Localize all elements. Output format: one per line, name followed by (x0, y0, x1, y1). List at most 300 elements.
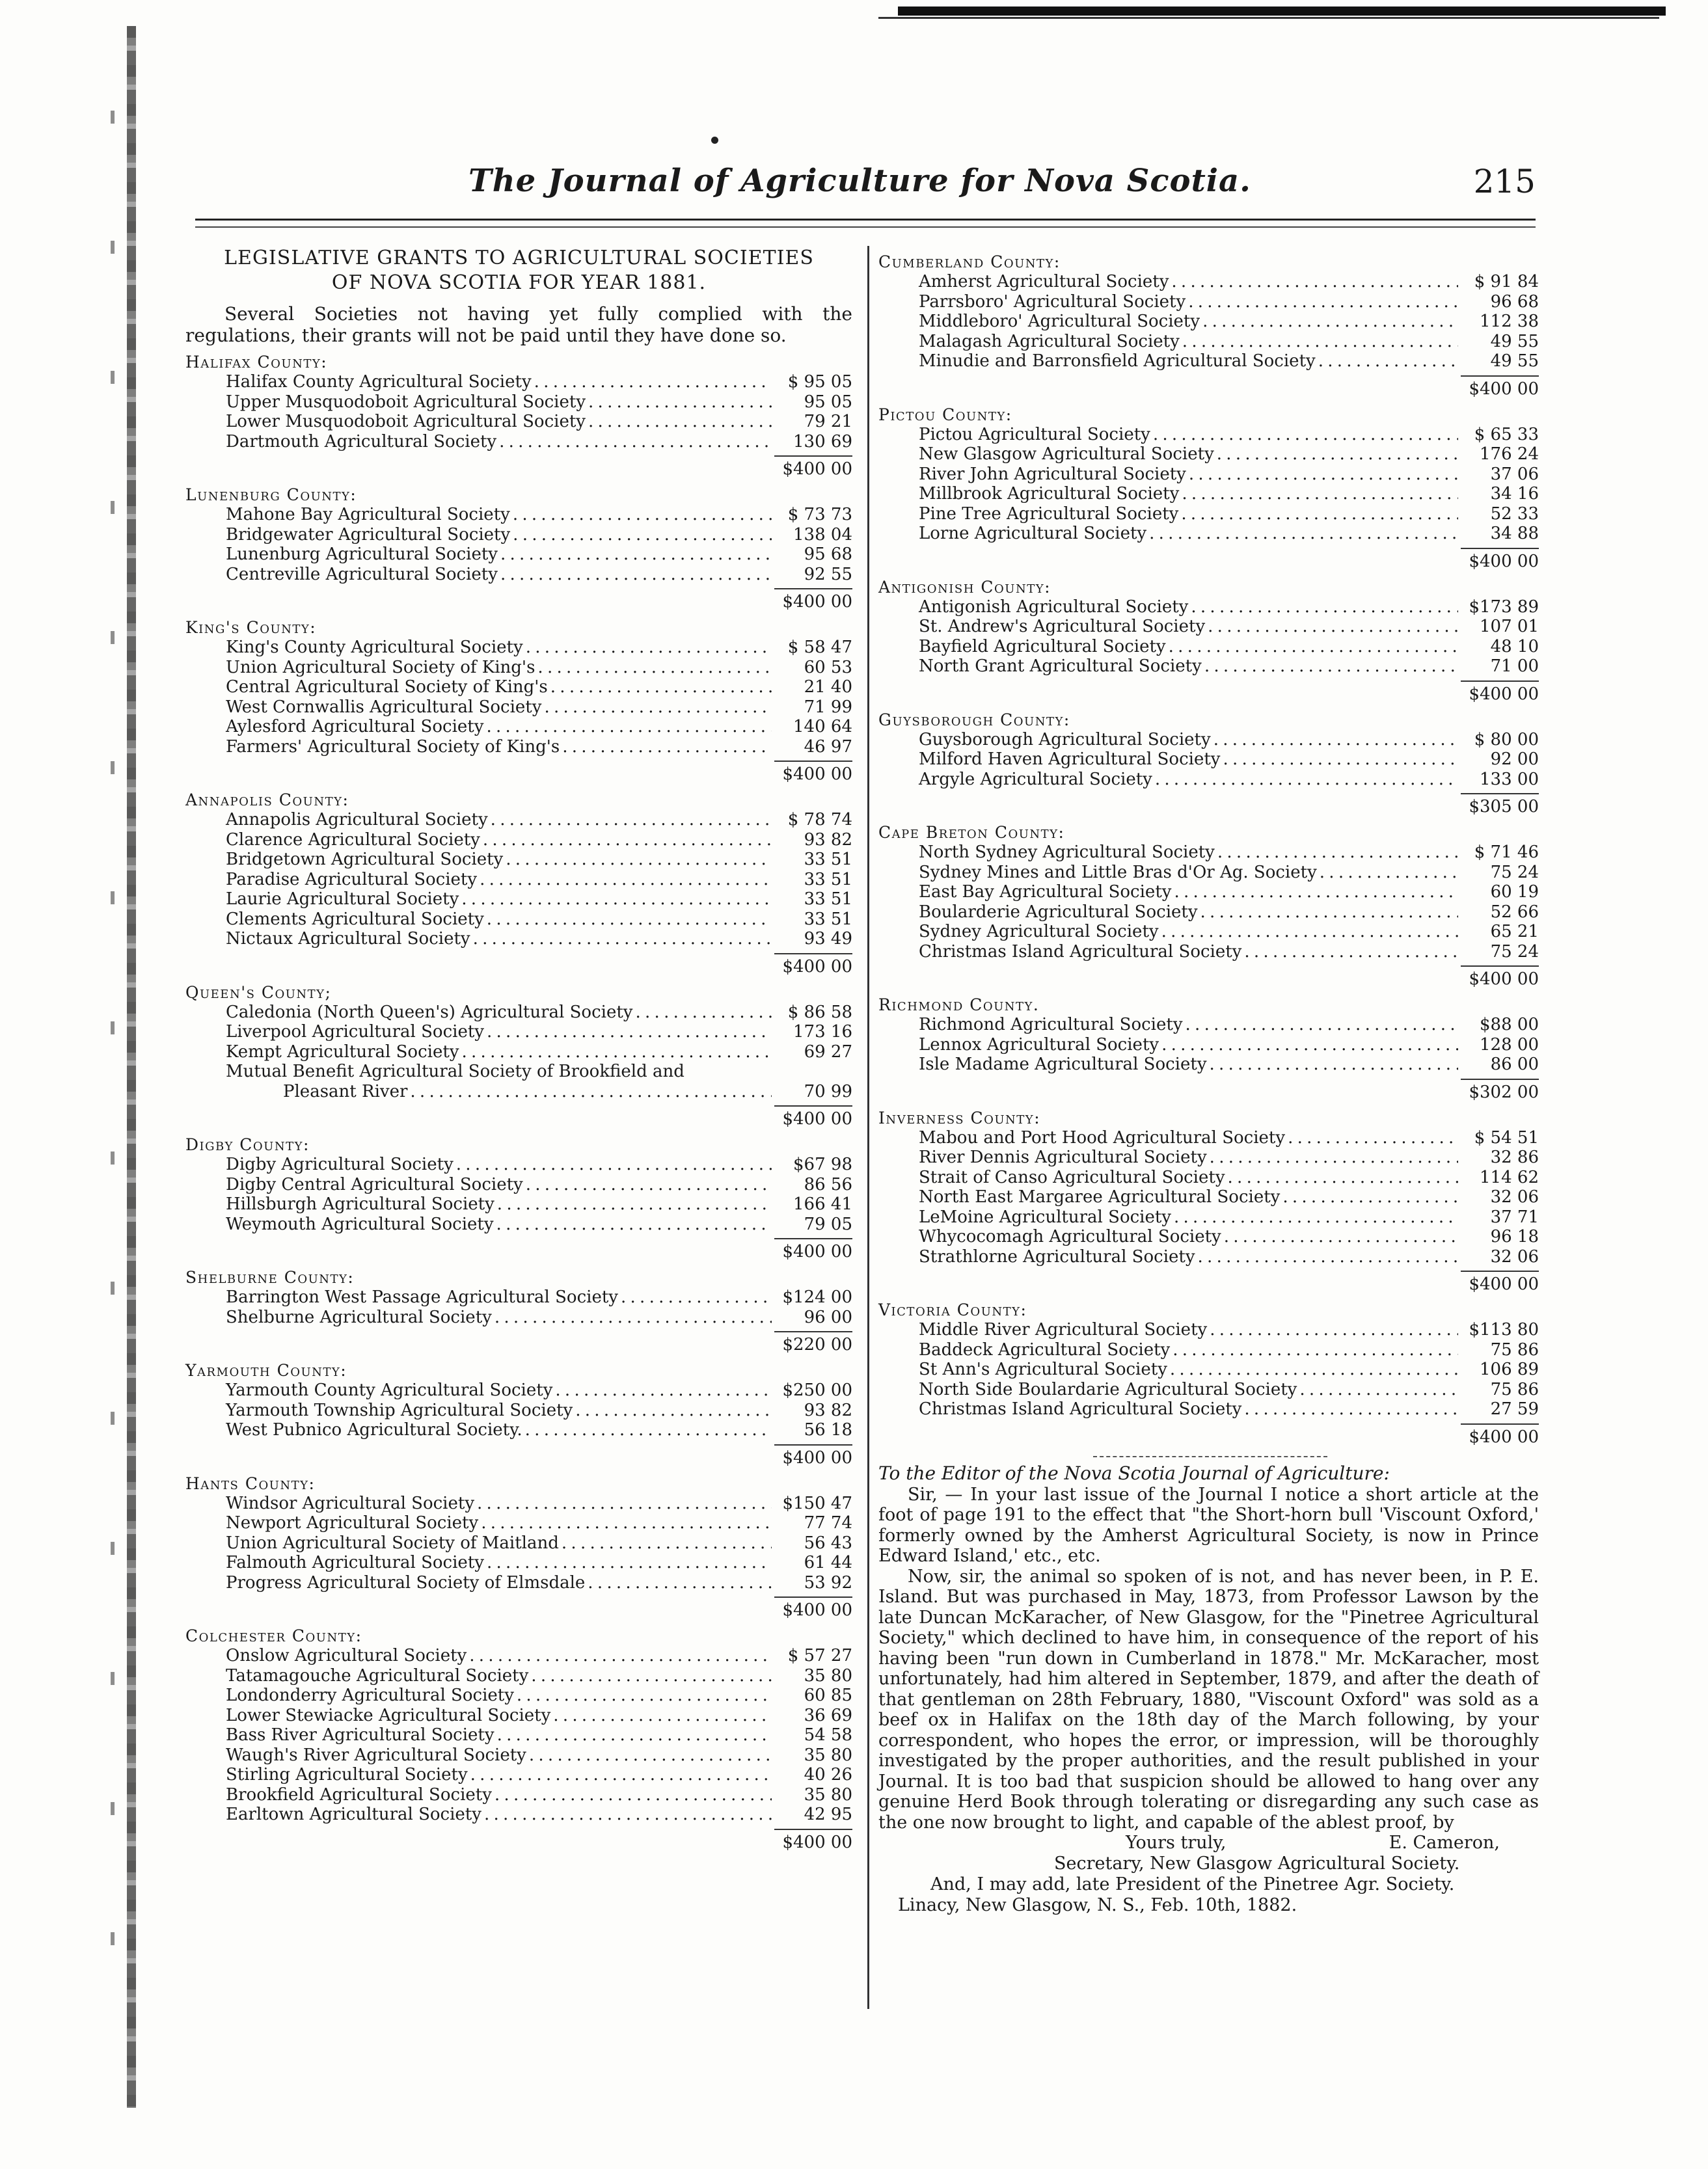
society-name: Onslow Agricultural Society (226, 1646, 467, 1665)
society-row (185, 850, 852, 870)
society-name: LeMoine Agricultural Society (919, 1207, 1171, 1227)
leader-dots (1224, 1227, 1458, 1247)
county-total: $400 00 (1461, 1423, 1539, 1447)
grant-amount: 37 06 (1490, 464, 1539, 484)
society-row (878, 504, 1539, 524)
society-row (878, 842, 1539, 863)
leader-dots (473, 929, 772, 949)
grant-amount: 37 71 (1490, 1207, 1539, 1227)
grant-amount: 173 16 (793, 1022, 852, 1042)
grant-amount: 176 24 (1480, 444, 1539, 464)
society-row (878, 425, 1539, 445)
county-heading: Cumberland County: (878, 252, 1061, 271)
society-name: King's County Agricultural Society (226, 638, 523, 657)
grant-amount: 86 00 (1490, 1055, 1539, 1074)
leader-dots (588, 412, 772, 432)
leader-dots (525, 1420, 772, 1440)
society-row (185, 1686, 852, 1706)
society-name: Digby Central Agricultural Society (226, 1174, 523, 1194)
leader-dots (1188, 292, 1458, 312)
grant-amount: 34 88 (1490, 524, 1539, 543)
society-row (185, 1022, 852, 1042)
leader-dots (1244, 1399, 1458, 1420)
society-row (878, 444, 1539, 465)
society-name: Guysborough Agricultural Society (919, 729, 1211, 749)
society-row (878, 1015, 1539, 1035)
grant-amount: 40 26 (804, 1765, 852, 1785)
society-row (185, 1381, 852, 1401)
society-name: Isle Madame Agricultural Society (919, 1055, 1207, 1074)
society-name: Clarence Agricultural Society (226, 829, 480, 850)
society-name: Christmas Island Agricultural Society (919, 941, 1242, 962)
leader-dots (1204, 656, 1458, 677)
society-name: Upper Musquodoboit Agricultural Society (226, 392, 586, 412)
county-heading: Queen's County; (185, 982, 332, 1002)
leader-dots (1217, 842, 1458, 863)
society-row (185, 1785, 852, 1805)
society-row (185, 717, 852, 737)
society-row (878, 351, 1539, 371)
county-heading: Victoria County: (878, 1300, 1027, 1319)
society-row (185, 412, 852, 432)
society-name: Minudie and Barronsfield Agricultural Society (919, 351, 1316, 371)
society-name: Paradise Agricultural Society (226, 869, 478, 889)
signer-name: E. Cameron, (1389, 1833, 1500, 1853)
county-heading: Lunenburg County: (185, 485, 357, 504)
society-row (878, 770, 1539, 790)
society-row (878, 1320, 1539, 1340)
page-number: 215 (1473, 163, 1536, 200)
leader-dots (486, 717, 772, 737)
grant-amount: $ 65 33 (1474, 424, 1539, 444)
society-row (878, 1340, 1539, 1360)
grant-amount: 60 85 (804, 1686, 852, 1705)
society-row (878, 882, 1539, 902)
county-total: $400 00 (774, 1238, 852, 1261)
leader-dots (562, 737, 772, 757)
left-column (185, 246, 852, 1852)
article-title-line2: OF NOVA SCOTIA FOR YEAR 1881. (331, 271, 707, 294)
society-name: Falmouth Agricultural Society (226, 1553, 484, 1572)
county-heading: Pictou County: (878, 405, 1012, 424)
right-column (878, 246, 1539, 1916)
leader-dots (588, 392, 772, 412)
grant-amount: $88 00 (1480, 1015, 1539, 1034)
society-name: Lennox Agricultural Society (919, 1034, 1159, 1055)
grant-amount: 75 24 (1490, 941, 1539, 962)
society-name: Bass River Agricultural Society (226, 1725, 495, 1745)
society-row (185, 1745, 852, 1766)
grant-amount: 60 53 (804, 657, 852, 677)
society-row (185, 432, 852, 452)
society-name: Pine Tree Agricultural Society (919, 504, 1179, 524)
society-name: Mutual Benefit Agricultural Society of Brookfield and (226, 1062, 685, 1081)
society-row (185, 372, 852, 392)
grant-amount: 77 74 (804, 1513, 852, 1533)
county-total: $400 00 (774, 953, 852, 977)
grant-amount: 53 92 (804, 1572, 852, 1593)
leader-dots (526, 638, 772, 658)
society-row (878, 749, 1539, 770)
leader-dots (636, 1003, 772, 1023)
county-total-row (878, 548, 1539, 571)
leader-dots (1161, 1035, 1458, 1055)
grant-amount: 93 49 (804, 929, 852, 949)
leader-dots (1155, 770, 1458, 790)
grant-amount: 32 06 (1490, 1246, 1539, 1267)
leader-dots (456, 1155, 772, 1175)
society-row (185, 1553, 852, 1573)
society-row (185, 1765, 852, 1785)
grant-amount: 93 82 (804, 829, 852, 850)
leader-dots (1186, 1015, 1458, 1035)
leader-dots (1208, 617, 1458, 637)
society-name: Halifax County Agricultural Society (226, 372, 532, 392)
county-total-row (185, 1596, 852, 1620)
grant-amount: 71 00 (1490, 656, 1539, 676)
grant-amount: 49 55 (1490, 351, 1539, 371)
county-total: $400 00 (1461, 965, 1539, 989)
grant-amount: 46 97 (804, 736, 852, 757)
article-title-line1: LEGISLATIVE GRANTS TO AGRICULTURAL SOCIETIES (224, 247, 814, 269)
leader-dots (1169, 637, 1458, 657)
article-title (185, 246, 852, 295)
leader-dots (483, 830, 772, 850)
society-name: Laurie Agricultural Society (226, 889, 459, 909)
society-row (878, 863, 1539, 883)
society-name: Milford Haven Agricultural Society (919, 749, 1221, 769)
society-row (185, 1533, 852, 1554)
grant-amount: $113 80 (1469, 1320, 1539, 1340)
page-header (195, 163, 1549, 208)
county-total: $305 00 (1461, 793, 1539, 816)
county-list-right (878, 252, 1539, 1447)
grant-amount: $ 58 47 (787, 638, 852, 657)
county-heading: Halifax County: (185, 353, 328, 371)
county-total-row (185, 1829, 852, 1852)
county-total: $400 00 (774, 1596, 852, 1620)
society-row (878, 1055, 1539, 1075)
society-name: Malagash Agricultural Society (919, 331, 1180, 351)
grant-amount: 130 69 (793, 431, 852, 451)
leader-dots (1161, 922, 1458, 942)
county-total: $220 00 (774, 1331, 852, 1354)
county-heading: Shelburne County: (185, 1268, 355, 1287)
society-name: Yarmouth Township Agricultural Society (226, 1400, 573, 1420)
society-name: Boularderie Agricultural Society (919, 902, 1198, 922)
society-name: St Ann's Agricultural Society (919, 1360, 1167, 1379)
society-name: North East Margaree Agricultural Society (919, 1187, 1281, 1207)
closing-text: Yours truly, (1126, 1833, 1227, 1853)
society-name: Lorne Agricultural Society (919, 524, 1147, 543)
leader-dots (1318, 351, 1458, 371)
postscript: And, I may add, late President of the Pinetree Agr. Society. (930, 1874, 1455, 1894)
grant-amount: 71 99 (804, 697, 852, 717)
society-name: Farmers' Agricultural Society of King's (226, 736, 560, 757)
society-row (185, 1666, 852, 1686)
society-name: Windsor Agricultural Society (226, 1493, 475, 1513)
society-name: St. Andrew's Agricultural Society (919, 617, 1206, 636)
society-row (185, 1513, 852, 1533)
society-name: Sydney Mines and Little Bras d'Or Ag. Society (919, 862, 1317, 882)
grant-amount: 54 58 (804, 1725, 852, 1745)
letter-to-editor (878, 1462, 1539, 1917)
scan-binding-edge (127, 26, 136, 2108)
letter-heading: To the Editor of the Nova Scotia Journal of Agriculture: (878, 1462, 1390, 1484)
leader-dots (1228, 1168, 1458, 1188)
leader-dots (487, 1022, 772, 1042)
society-row (185, 1194, 852, 1215)
society-row (185, 505, 852, 525)
society-name: Middle River Agricultural Society (919, 1320, 1208, 1340)
leader-dots (470, 1765, 772, 1785)
society-name: Amherst Agricultural Society (919, 272, 1169, 291)
grant-amount: $250 00 (782, 1381, 852, 1400)
scan-binding-shadow (111, 52, 115, 2004)
grant-amount: 33 51 (804, 869, 852, 889)
leader-dots (513, 505, 772, 525)
county-heading: Digby County: (185, 1135, 310, 1154)
society-name: Stirling Agricultural Society (226, 1765, 468, 1785)
society-row (185, 697, 852, 718)
county-total-row (878, 1079, 1539, 1102)
grant-amount: 95 05 (804, 392, 852, 412)
society-row (185, 1308, 852, 1328)
society-row (878, 1207, 1539, 1228)
society-row (878, 465, 1539, 485)
county-heading: Annapolis County: (185, 790, 349, 809)
society-name: Tatamagouche Agricultural Society (226, 1665, 529, 1686)
society-name: Strathlorne Agricultural Society (919, 1246, 1195, 1267)
column-divider (867, 246, 869, 2009)
society-name: East Bay Agricultural Society (919, 882, 1172, 902)
leader-dots (477, 1494, 772, 1514)
county-total: $400 00 (774, 455, 852, 479)
leader-dots (1191, 597, 1458, 617)
society-row (185, 1573, 852, 1593)
grant-amount: $ 95 05 (787, 372, 852, 392)
grant-amount: $ 54 51 (1474, 1127, 1539, 1148)
society-row (185, 545, 852, 565)
society-row (185, 929, 852, 949)
leader-dots (1170, 1360, 1458, 1380)
grant-amount: $ 71 46 (1474, 842, 1539, 862)
leader-dots (1198, 1247, 1458, 1267)
grant-amount: 75 24 (1490, 862, 1539, 882)
grant-amount: 56 18 (804, 1420, 852, 1440)
society-name: Bridgewater Agricultural Society (226, 524, 511, 545)
leader-dots (544, 697, 772, 718)
county-list-left (185, 353, 852, 1852)
leader-dots (534, 372, 772, 392)
leader-dots (531, 1666, 772, 1686)
society-name: Weymouth Agricultural Society (226, 1214, 494, 1234)
county-total-row (185, 953, 852, 977)
grant-amount: 35 80 (804, 1745, 852, 1765)
society-row (185, 638, 852, 658)
leader-dots (497, 1194, 772, 1215)
county-total: $400 00 (1461, 375, 1539, 399)
grant-amount: 49 55 (1490, 331, 1539, 351)
society-name: Whycocomagh Agricultural Society (919, 1227, 1221, 1246)
society-name: Central Agricultural Society of King's (226, 677, 548, 697)
society-name: Millbrook Agricultural Society (919, 484, 1180, 504)
letter-paragraph: Sir, — In your last issue of the Journal I notice a short article at the foot of page 191 to the effect that "the Short-horn bull 'Viscount Oxford,' formerly owned by the Amherst Agricultural Society, is now in Prince Edward Island,' etc., etc. (878, 1484, 1539, 1566)
county-heading: Guysborough County: (878, 710, 1070, 729)
article-intro: Several Societies not having yet fully complied with the regulations, their grants will not be paid until they have done so. (185, 303, 852, 346)
leader-dots (1171, 272, 1458, 292)
county-total-row (185, 1105, 852, 1129)
leader-dots (1182, 332, 1458, 352)
leader-dots (537, 658, 772, 678)
grant-amount: $ 73 73 (787, 505, 852, 524)
county-total-row (185, 1444, 852, 1468)
leader-dots (1181, 504, 1458, 524)
county-total: $400 00 (1461, 680, 1539, 704)
society-name: Hillsburgh Agricultural Society (226, 1194, 495, 1214)
society-name: North Side Boulardarie Agricultural Society (919, 1379, 1297, 1399)
society-name: Mahone Bay Agricultural Society (226, 505, 510, 524)
society-row (185, 1401, 852, 1421)
leader-dots (1200, 902, 1458, 923)
leader-dots (506, 850, 772, 870)
society-row (185, 1082, 852, 1102)
dateline: Linacy, New Glasgow, N. S., Feb. 10th, 1882. (898, 1895, 1297, 1915)
leader-dots (513, 525, 772, 545)
society-row (185, 810, 852, 830)
society-row (878, 1227, 1539, 1247)
leader-dots (550, 677, 772, 697)
leader-dots (1288, 1128, 1458, 1148)
grant-amount: 32 06 (1490, 1187, 1539, 1207)
society-row (185, 677, 852, 697)
leader-dots (575, 1401, 772, 1421)
society-name: Newport Agricultural Society (226, 1513, 479, 1533)
society-name: Kempt Agricultural Society (226, 1042, 459, 1062)
society-name: Caledonia (North Queen's) Agricultural Society (226, 1002, 633, 1022)
society-name: Mabou and Port Hood Agricultural Society (919, 1127, 1286, 1148)
society-row (185, 1646, 852, 1666)
county-total-row (185, 455, 852, 479)
society-name: Progress Agricultural Society of Elmsdale (226, 1572, 586, 1593)
grant-amount: 92 55 (804, 564, 852, 584)
grant-amount: 36 69 (804, 1705, 852, 1725)
leader-dots (1210, 1148, 1458, 1168)
grant-amount: 52 66 (1490, 902, 1539, 922)
society-row (185, 1042, 852, 1062)
grant-amount: $124 00 (782, 1287, 852, 1307)
leader-dots (1149, 524, 1458, 544)
grant-amount: 32 86 (1490, 1148, 1539, 1167)
grant-amount: 33 51 (804, 909, 852, 929)
grant-amount: 35 80 (804, 1785, 852, 1805)
county-heading: Hants County: (185, 1474, 316, 1493)
county-total: $400 00 (1461, 548, 1539, 571)
leader-dots (1213, 730, 1458, 750)
leader-dots (469, 1646, 772, 1666)
leader-dots (1182, 484, 1458, 504)
society-row (185, 1725, 852, 1745)
society-row (185, 1155, 852, 1175)
grant-amount: 65 21 (1490, 922, 1539, 941)
society-name: Argyle Agricultural Society (919, 769, 1152, 789)
grant-amount: 48 10 (1490, 636, 1539, 656)
county-total: $400 00 (774, 1444, 852, 1468)
society-row (878, 730, 1539, 750)
society-name: Bridgetown Agricultural Society (226, 850, 504, 869)
grant-amount: 42 95 (804, 1805, 852, 1824)
leader-dots (553, 1706, 772, 1726)
leader-dots (461, 889, 772, 909)
society-name: Middleboro' Agricultural Society (919, 312, 1200, 331)
grant-amount: $ 78 74 (787, 810, 852, 829)
leader-dots (1153, 425, 1458, 445)
society-name: Lower Musquodoboit Agricultural Society (226, 412, 586, 431)
society-row (185, 1003, 852, 1023)
grant-amount: $ 91 84 (1474, 272, 1539, 291)
society-row (878, 1128, 1539, 1148)
grant-amount: 166 41 (793, 1194, 852, 1214)
grant-amount: 75 86 (1490, 1340, 1539, 1360)
society-row (185, 525, 852, 545)
grant-amount: $ 86 58 (787, 1002, 852, 1022)
signer-title: Secretary, New Glasgow Agricultural Society. (1054, 1853, 1460, 1874)
grant-amount: 60 19 (1490, 882, 1539, 902)
leader-dots (1174, 1207, 1458, 1228)
leader-dots (1189, 465, 1458, 485)
society-name: New Glasgow Agricultural Society (919, 444, 1214, 464)
grant-amount: 86 56 (804, 1174, 852, 1194)
society-name: Aylesford Agricultural Society (226, 717, 484, 736)
grant-amount: 33 51 (804, 850, 852, 869)
grant-amount: 75 86 (1490, 1379, 1539, 1399)
leader-dots (588, 1573, 772, 1593)
society-row (185, 1175, 852, 1195)
journal-title: The Journal of Agriculture for Nova Scotia. (468, 163, 1251, 199)
county-total: $302 00 (1461, 1079, 1539, 1102)
leader-dots (497, 1725, 772, 1745)
society-name: Union Agricultural Society of Maitland (226, 1533, 559, 1553)
society-row (878, 312, 1539, 332)
county-heading: Colchester County: (185, 1626, 362, 1645)
county-total-row (185, 1331, 852, 1354)
grant-amount: 93 82 (804, 1400, 852, 1420)
leader-dots (1173, 1340, 1458, 1360)
county-total: $400 00 (1461, 1271, 1539, 1294)
society-row (185, 1420, 852, 1440)
society-row (185, 658, 852, 678)
leader-dots (495, 1308, 772, 1328)
county-total-row (185, 1238, 852, 1261)
grant-amount: 92 00 (1490, 749, 1539, 769)
society-row (878, 332, 1539, 352)
grant-amount: 106 89 (1480, 1360, 1539, 1379)
county-heading: Cape Breton County: (878, 823, 1065, 842)
county-total-row (878, 793, 1539, 816)
society-row (878, 1148, 1539, 1168)
grant-amount: 133 00 (1480, 769, 1539, 789)
society-name: Lower Stewiacke Agricultural Society (226, 1705, 551, 1725)
leader-dots (1244, 942, 1458, 962)
grant-amount: 107 01 (1480, 617, 1539, 636)
county-total: $400 00 (774, 1105, 852, 1129)
society-name: West Cornwallis Agricultural Society (226, 697, 542, 717)
society-row (878, 484, 1539, 504)
grant-amount: $ 80 00 (1474, 729, 1539, 749)
leader-dots (562, 1533, 772, 1554)
society-name: North Grant Agricultural Society (919, 656, 1202, 676)
society-row (185, 830, 852, 850)
